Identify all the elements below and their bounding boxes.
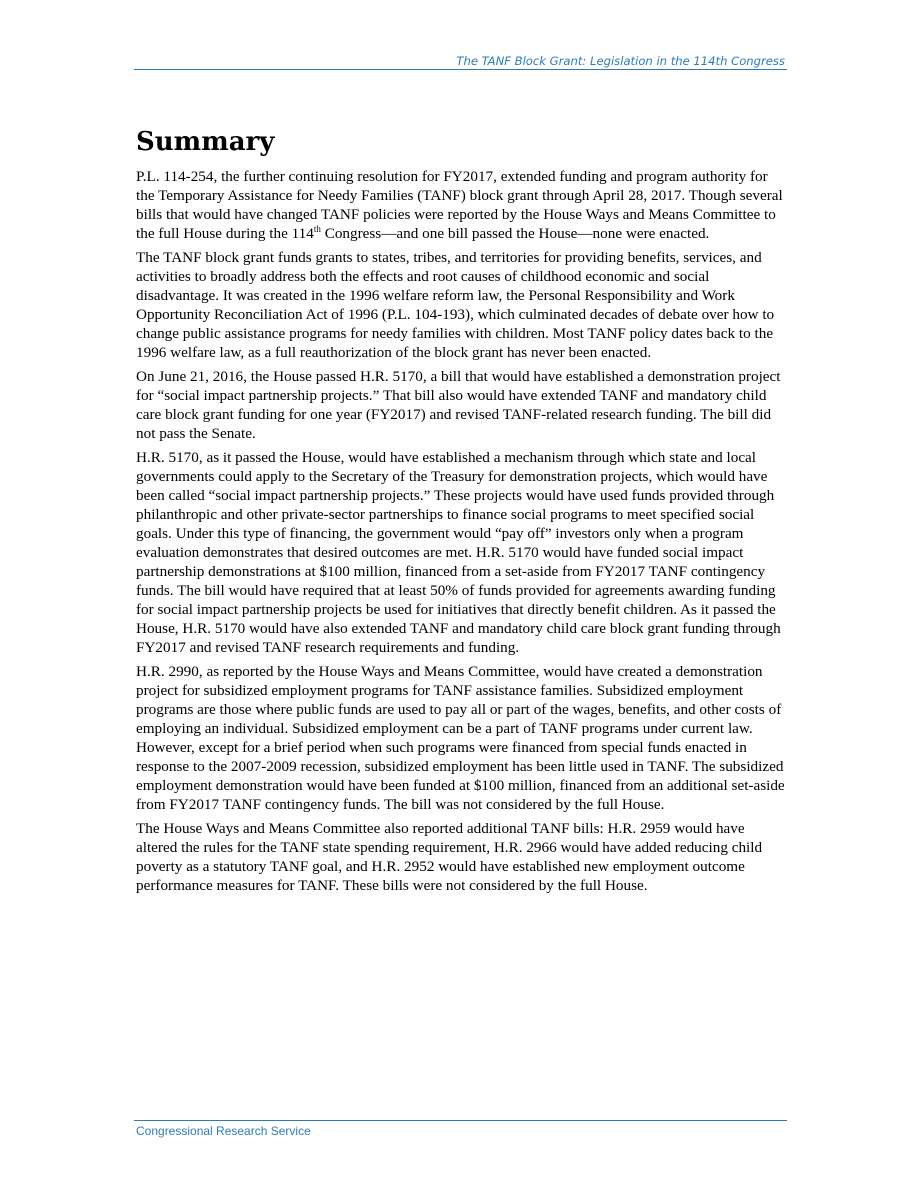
running-title: The TANF Block Grant: Legislation in the 114th Congress [456,54,785,68]
paragraph-3: On June 21, 2016, the House passed H.R. 5170, a bill that would have established a demonstration project for “social impact partnership projects.” That bill also would have extended TANF and mandatory child care block grant funding for one year (FY2017) and revised TANF-related research funding. The bill did not pass the Senate. [136,367,781,442]
document-body [136,122,788,900]
paragraph-4: H.R. 5170, as it passed the House, would have established a mechanism through which state and local governments could apply to the Secretary of the Treasury for demonstration projects, which would have been called “social impact partnership projects.” These projects would have used funds provided through philanthropic and other private-sector partnerships to finance social programs to meet specified social goals. Under this type of financing, the government would “pay off” investors only when a program evaluation demonstrates that desired outcomes are met. H.R. 5170 would have funded social impact partnership demonstrations at $100 million, financed from a set-aside from FY2017 TANF contingency funds. The bill would have required that at least 50% of funds provided for agreements awarding funding for social impact partnership projects be used for initiatives that directly benefit children. As it passed the House, H.R. 5170 would have also extended TANF and mandatory child care block grant funding through FY2017 and revised TANF research requirements and funding. [136,448,781,656]
paragraph-2: The TANF block grant funds grants to states, tribes, and territories for providing benefits, services, and activities to broadly address both the effects and root causes of childhood economic and social disadvantage. It was created in the 1996 welfare reform law, the Personal Responsibility and Work Opportunity Reconciliation Act of 1996 (P.L. 104-193), which culminated decades of debate over how to change public assistance programs for needy families with children. Most TANF policy dates back to the 1996 welfare law, as a full reauthorization of the block grant has never been enacted. [136,248,775,361]
running-header [134,46,787,70]
paragraph-6: The House Ways and Means Committee also reported additional TANF bills: H.R. 2959 would have altered the rules for the TANF state spending requirement, H.R. 2966 would have added reducing child poverty as a statutory TANF goal, and H.R. 2952 would have established new employment outcome performance measures for TANF. These bills were not considered by the full House. [136,819,763,894]
paragraph-5: H.R. 2990, as reported by the House Ways and Means Committee, would have created a demonstration project for subsidized employment programs for TANF assistance families. Subsidized employment programs are those where public funds are used to pay all or part of the wages, benefits, and other costs of employing an individual. Subsidized employment can be a part of TANF programs under current law. However, except for a brief period when such programs were financed from special funds enacted in response to the 2007-2009 recession, subsidized employment has been little used in TANF. The subsidized employment demonstration would have been funded at $100 million, financed from an additional set-aside from FY2017 TANF contingency funds. The bill was not considered by the full House. [136,662,785,813]
paragraph-1-text-b: Congress—and one bill passed the House—none were enacted. [320,224,710,242]
ordinal-suffix: th [313,223,321,234]
paragraph-1-text-a: P.L. 114-254, the further continuing resolution for FY2017, extended funding and program authority for the Temporary Assistance for Needy Families (TANF) block grant through April 28, 2017. Though several bills that would have changed TANF policies were reported by the House Ways and Means Committee to the full House during the 114 [136,167,783,242]
paragraph-1 [136,167,788,243]
footer-publisher: Congressional Research Service [136,1124,311,1138]
footer-divider [134,1120,787,1121]
section-heading: Summary [136,127,275,157]
